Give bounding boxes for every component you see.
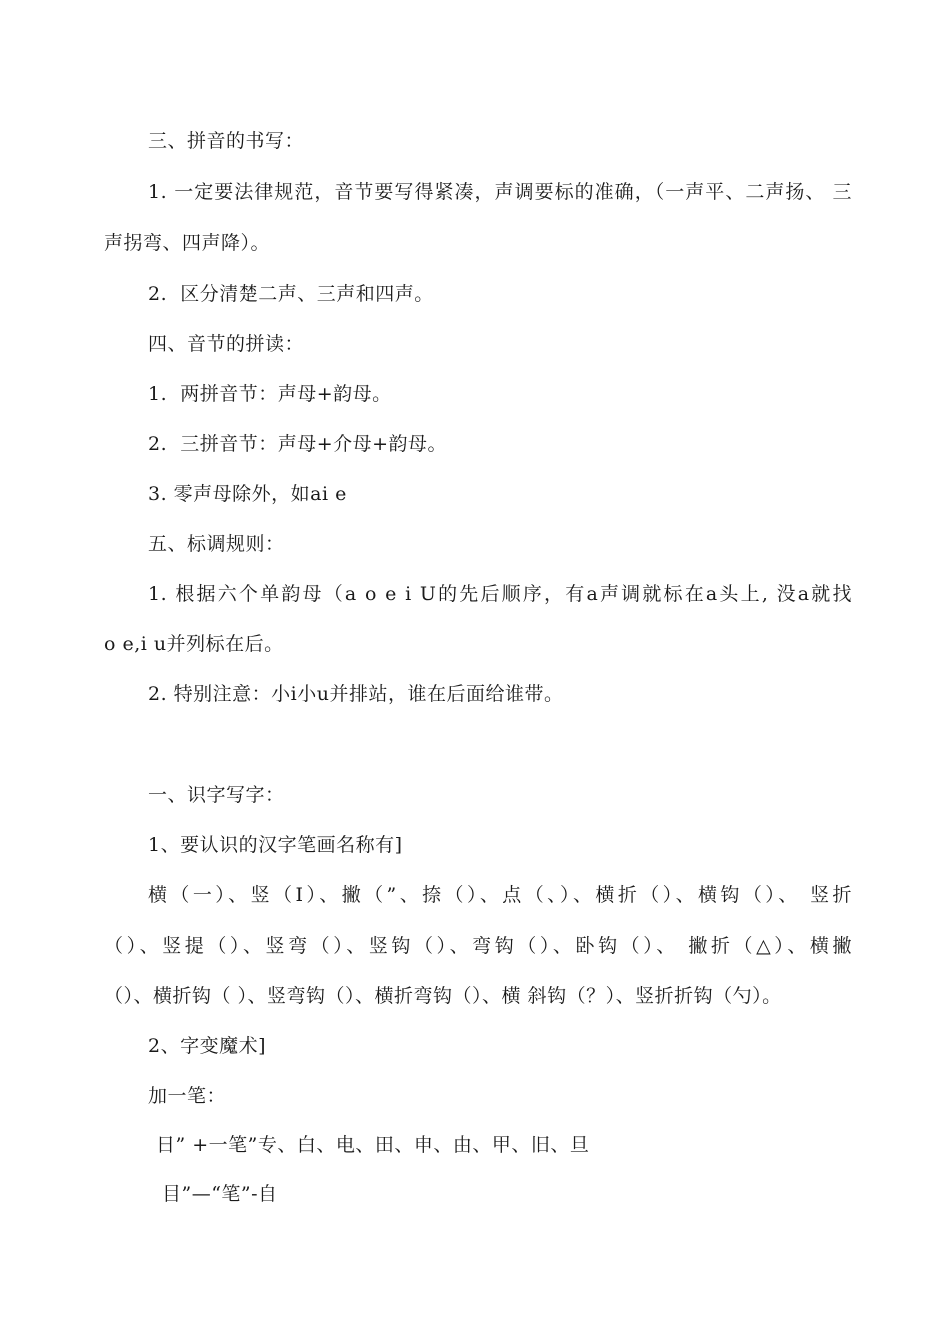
example-line: 目”—“笔”-自 — [162, 1183, 278, 1205]
rule-paragraph: 2. 特别注意：小i小u并排站，谁在后面给谁带。 — [148, 683, 564, 705]
rule-paragraph: 2、字变魔术] — [148, 1035, 267, 1057]
example-line: 日” +一笔”专、白、电、田、申、由、甲、旧、旦 — [156, 1134, 590, 1156]
rule-paragraph: 1. 根据六个单韵母（a o e i U的先后顺序，有a声调就标在a头上, 没a就找 — [148, 583, 852, 605]
heading-pinyin-writing: 三、拼音的书写： — [148, 130, 305, 152]
heading-syllable-reading: 四、音节的拼读： — [148, 333, 305, 355]
rule-paragraph: 1、要认识的汉字笔画名称有] — [148, 834, 403, 856]
heading-tone-rules: 五、标调规则： — [148, 533, 285, 555]
rule-paragraph-continued: o e,i u并列标在后。 — [104, 633, 284, 655]
rule-paragraph: 3. 零声母除外，如ai e — [148, 483, 347, 505]
heading-literacy-writing: 一、识字写字： — [148, 784, 285, 806]
stroke-names-paragraph-continued: （）、竖提（）、竖弯（）、竖钩（）、弯钩（）、卧钩（）、 撇折（△）、横撇 — [104, 935, 852, 957]
rule-paragraph: 2. 区分清楚二声、三声和四声。 — [148, 283, 434, 305]
rule-paragraph: 1. 两拼音节：声母+韵母。 — [148, 383, 392, 405]
rule-paragraph: 加一笔： — [148, 1085, 227, 1107]
stroke-names-paragraph-continued: （）、横折钩（ ）、竖弯钩（）、横折弯钩（）、横 斜钩（？）、竖折折钩（勺）。 — [104, 985, 782, 1007]
stroke-names-paragraph: 横（一）、竖（I）、撇（”、捺（）、点（、）、横折（）、横钩（）、 竖折 — [148, 884, 852, 906]
rule-paragraph: 2. 三拼音节：声母+介母+韵母。 — [148, 433, 448, 455]
rule-paragraph: 1. 一定要法律规范，音节要写得紧凑，声调要标的准确，（一声平、二声扬、 三 — [148, 181, 852, 203]
rule-paragraph-continued: 声拐弯、四声降）。 — [104, 232, 271, 254]
